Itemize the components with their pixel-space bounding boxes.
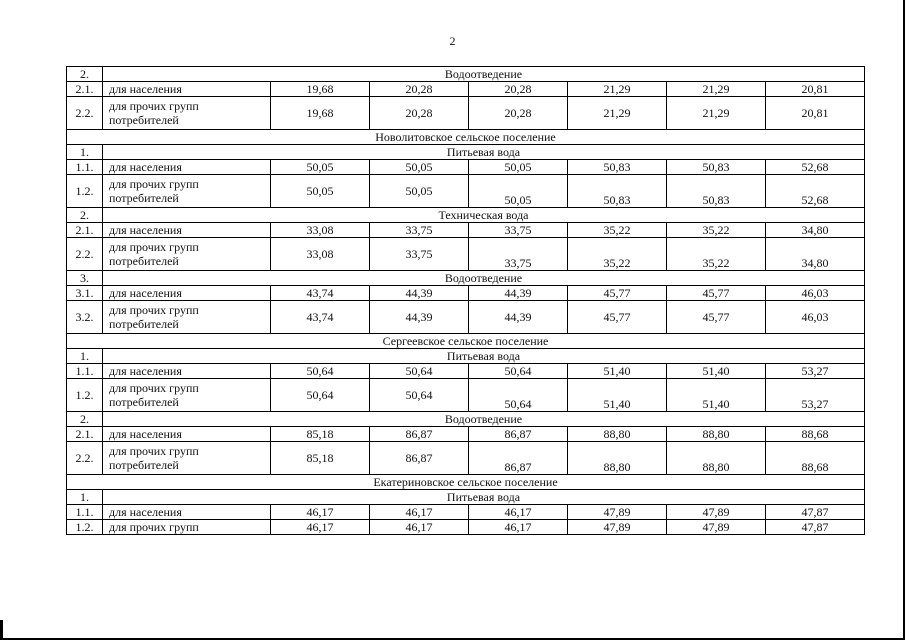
tariff-value: 19,68 xyxy=(271,97,370,130)
row-number: 1.2. xyxy=(67,175,103,208)
consumer-group-label: для населения xyxy=(103,223,271,238)
consumer-group-label: для прочих групп потребителей xyxy=(103,175,271,208)
row-number: 2.2. xyxy=(67,97,103,130)
table-row xyxy=(67,364,865,379)
consumer-group-label: для населения xyxy=(103,364,271,379)
tariff-value: 50,05 xyxy=(370,175,469,208)
page-number: 2 xyxy=(449,34,456,48)
tariff-value: 53,27 xyxy=(766,364,865,379)
row-number: 2. xyxy=(67,208,103,223)
tariff-value: 51,40 xyxy=(568,364,667,379)
consumer-group-label: для прочих групп потребителей xyxy=(103,97,271,130)
tariff-value: 45,77 xyxy=(568,286,667,301)
tariff-value: 20,81 xyxy=(766,82,865,97)
table-row xyxy=(67,379,865,412)
consumer-group-label: для прочих групп потребителей xyxy=(103,442,271,475)
section-row xyxy=(67,208,865,223)
scan-edge-mark xyxy=(0,620,3,638)
row-number: 1.2. xyxy=(67,379,103,412)
row-number: 1.1. xyxy=(67,364,103,379)
tariff-value: 88,68 xyxy=(766,442,865,475)
row-number: 1. xyxy=(67,145,103,160)
row-number: 2.2. xyxy=(67,238,103,271)
tariff-value: 47,89 xyxy=(568,505,667,520)
tariff-value: 21,29 xyxy=(568,82,667,97)
table-row xyxy=(67,82,865,97)
tariff-value: 35,22 xyxy=(667,238,766,271)
tariff-value: 43,74 xyxy=(271,301,370,334)
section-title: Питьевая вода xyxy=(103,349,865,364)
tariff-value: 20,81 xyxy=(766,97,865,130)
tariff-value: 85,18 xyxy=(271,427,370,442)
section-row xyxy=(67,490,865,505)
tariff-value: 47,87 xyxy=(766,520,865,535)
tariff-value: 50,05 xyxy=(271,175,370,208)
row-number: 2.1. xyxy=(67,82,103,97)
tariff-value: 46,17 xyxy=(469,505,568,520)
tariff-value: 45,77 xyxy=(667,301,766,334)
tariff-value: 20,28 xyxy=(469,82,568,97)
tariff-value: 34,80 xyxy=(766,238,865,271)
tariff-value: 50,05 xyxy=(370,160,469,175)
row-number: 3.2. xyxy=(67,301,103,334)
consumer-group-label: для прочих групп потребителей xyxy=(103,238,271,271)
row-number: 1.1. xyxy=(67,505,103,520)
section-row xyxy=(67,67,865,82)
tariff-value: 86,87 xyxy=(469,427,568,442)
tariff-value: 50,64 xyxy=(370,364,469,379)
row-number: 1.1. xyxy=(67,160,103,175)
row-number: 2.1. xyxy=(67,223,103,238)
tariff-value: 52,68 xyxy=(766,160,865,175)
tariff-value: 46,17 xyxy=(469,520,568,535)
section-row xyxy=(67,349,865,364)
tariff-value: 52,68 xyxy=(766,175,865,208)
settlement-row xyxy=(67,334,865,349)
table-row xyxy=(67,160,865,175)
tariff-value: 45,77 xyxy=(568,301,667,334)
table-row xyxy=(67,442,865,475)
table-row xyxy=(67,223,865,238)
tariff-value: 20,28 xyxy=(469,97,568,130)
tariff-value: 20,28 xyxy=(370,97,469,130)
tariff-value: 88,68 xyxy=(766,427,865,442)
settlement-title: Екатериновское сельское поселение xyxy=(67,475,865,490)
table-row xyxy=(67,301,865,334)
tariff-value: 51,40 xyxy=(568,379,667,412)
tariff-value: 33,75 xyxy=(469,238,568,271)
tariff-value: 88,80 xyxy=(568,427,667,442)
tariff-table-body xyxy=(67,67,865,535)
tariff-value: 50,05 xyxy=(271,160,370,175)
tariff-value: 44,39 xyxy=(469,286,568,301)
section-row xyxy=(67,271,865,286)
tariff-value: 50,83 xyxy=(667,175,766,208)
tariff-value: 86,87 xyxy=(370,442,469,475)
tariff-value: 19,68 xyxy=(271,82,370,97)
tariff-value: 50,64 xyxy=(271,379,370,412)
tariff-value: 35,22 xyxy=(568,223,667,238)
tariff-value: 33,08 xyxy=(271,223,370,238)
tariff-value: 50,05 xyxy=(469,175,568,208)
tariff-value: 50,83 xyxy=(568,175,667,208)
consumer-group-label: для населения xyxy=(103,505,271,520)
tariff-value: 51,40 xyxy=(667,364,766,379)
section-title: Питьевая вода xyxy=(103,145,865,160)
tariff-value: 21,29 xyxy=(667,97,766,130)
consumer-group-label: для прочих групп xyxy=(103,520,271,535)
tariff-value: 46,03 xyxy=(766,301,865,334)
tariff-value: 50,83 xyxy=(568,160,667,175)
tariff-value: 33,75 xyxy=(370,223,469,238)
table-row xyxy=(67,97,865,130)
table-row xyxy=(67,427,865,442)
tariff-value: 35,22 xyxy=(568,238,667,271)
section-title: Питьевая вода xyxy=(103,490,865,505)
tariff-value: 47,89 xyxy=(568,520,667,535)
settlement-title: Новолитовское сельское поселение xyxy=(67,130,865,145)
tariff-value: 45,77 xyxy=(667,286,766,301)
section-title: Водоотведение xyxy=(103,412,865,427)
tariff-value: 50,05 xyxy=(469,160,568,175)
consumer-group-label: для населения xyxy=(103,160,271,175)
consumer-group-label: для прочих групп потребителей xyxy=(103,301,271,334)
tariff-value: 50,64 xyxy=(271,364,370,379)
row-number: 2. xyxy=(67,67,103,82)
tariff-value: 33,75 xyxy=(370,238,469,271)
tariff-value: 33,08 xyxy=(271,238,370,271)
row-number: 2. xyxy=(67,412,103,427)
tariff-value: 86,87 xyxy=(370,427,469,442)
tariff-value: 47,87 xyxy=(766,505,865,520)
tariff-value: 21,29 xyxy=(667,82,766,97)
table-row xyxy=(67,505,865,520)
row-number: 2.2. xyxy=(67,442,103,475)
tariff-value: 43,74 xyxy=(271,286,370,301)
table-row xyxy=(67,520,865,535)
tariff-value: 50,64 xyxy=(370,379,469,412)
tariff-value: 46,17 xyxy=(271,520,370,535)
settlement-row xyxy=(67,475,865,490)
tariff-value: 88,80 xyxy=(667,442,766,475)
tariff-value: 53,27 xyxy=(766,379,865,412)
section-row xyxy=(67,412,865,427)
settlement-title: Сергеевское сельское поселение xyxy=(67,334,865,349)
consumer-group-label: для прочих групп потребителей xyxy=(103,379,271,412)
table-row xyxy=(67,286,865,301)
consumer-group-label: для населения xyxy=(103,427,271,442)
tariff-value: 47,89 xyxy=(667,520,766,535)
tariff-value: 44,39 xyxy=(370,301,469,334)
row-number: 3.1. xyxy=(67,286,103,301)
row-number: 1.2. xyxy=(67,520,103,535)
tariff-value: 34,80 xyxy=(766,223,865,238)
consumer-group-label: для населения xyxy=(103,82,271,97)
tariff-value: 47,89 xyxy=(667,505,766,520)
tariff-value: 44,39 xyxy=(370,286,469,301)
tariff-value: 46,17 xyxy=(370,505,469,520)
tariff-value: 46,03 xyxy=(766,286,865,301)
tariff-value: 35,22 xyxy=(667,223,766,238)
consumer-group-label: для населения xyxy=(103,286,271,301)
tariff-value: 21,29 xyxy=(568,97,667,130)
tariff-value: 88,80 xyxy=(667,427,766,442)
section-title: Техническая вода xyxy=(103,208,865,223)
section-row xyxy=(67,145,865,160)
table-row xyxy=(67,238,865,271)
tariff-value: 50,64 xyxy=(469,364,568,379)
row-number: 1. xyxy=(67,490,103,505)
tariff-table xyxy=(66,66,865,535)
tariff-value: 46,17 xyxy=(370,520,469,535)
tariff-value: 88,80 xyxy=(568,442,667,475)
tariff-value: 50,83 xyxy=(667,160,766,175)
section-title: Водоотведение xyxy=(103,67,865,82)
tariff-value: 46,17 xyxy=(271,505,370,520)
tariff-value: 51,40 xyxy=(667,379,766,412)
tariff-value: 20,28 xyxy=(370,82,469,97)
tariff-value: 33,75 xyxy=(469,223,568,238)
settlement-row xyxy=(67,130,865,145)
tariff-value: 50,64 xyxy=(469,379,568,412)
row-number: 1. xyxy=(67,349,103,364)
tariff-value: 85,18 xyxy=(271,442,370,475)
tariff-value: 86,87 xyxy=(469,442,568,475)
table-row xyxy=(67,175,865,208)
row-number: 2.1. xyxy=(67,427,103,442)
section-title: Водоотведение xyxy=(103,271,865,286)
tariff-value: 44,39 xyxy=(469,301,568,334)
row-number: 3. xyxy=(67,271,103,286)
